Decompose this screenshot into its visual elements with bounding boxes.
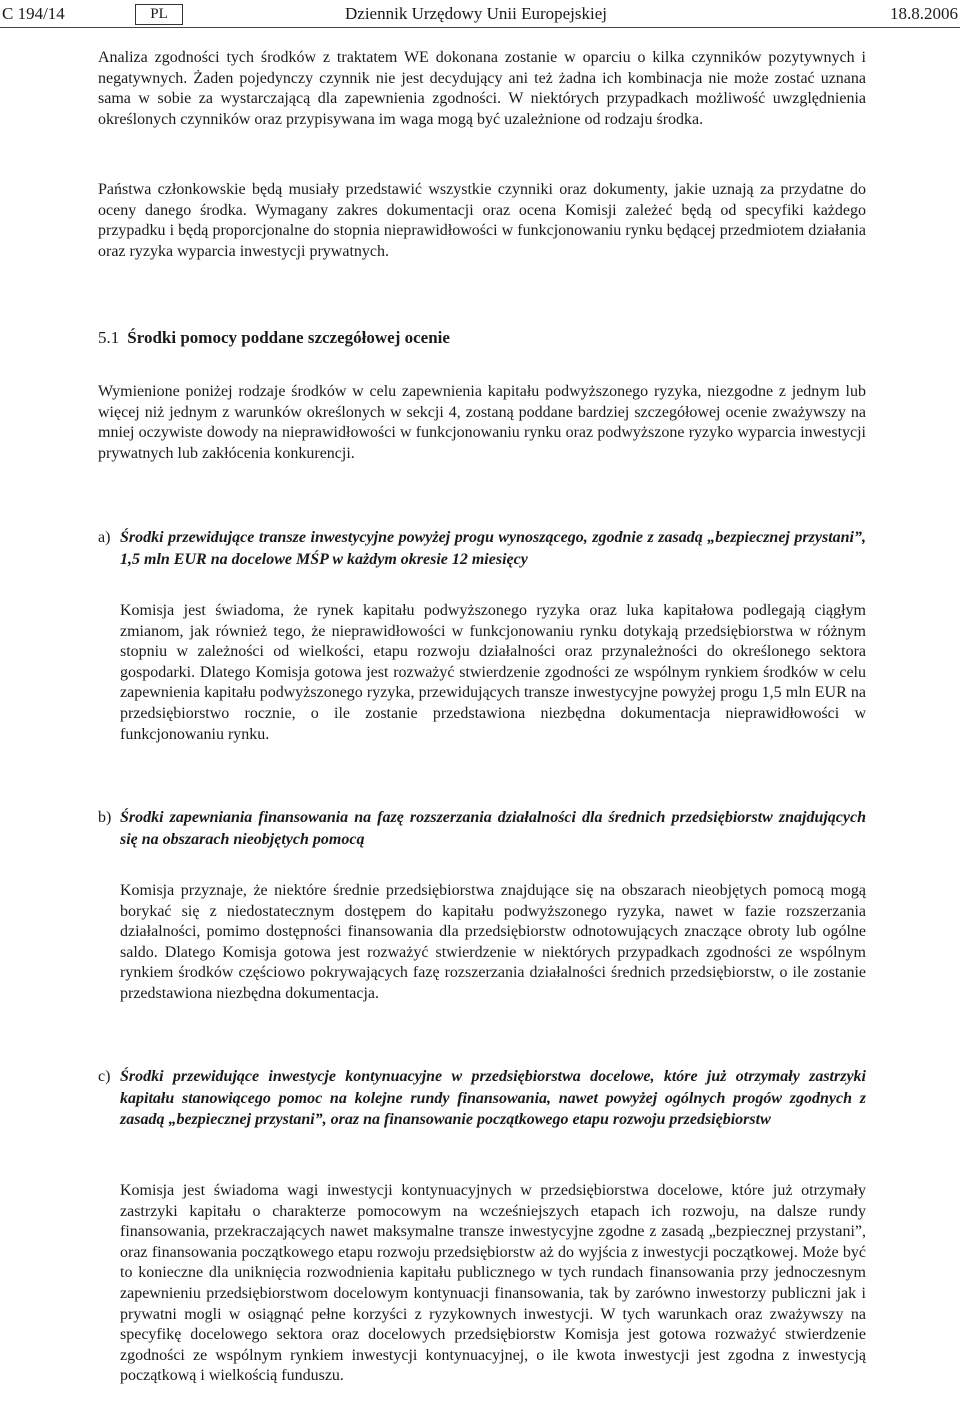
list-item-label: b): [98, 809, 112, 826]
list-item-label: c): [98, 1068, 111, 1085]
list-item-body-b: [120, 881, 866, 1005]
list-item-body-c: [120, 1181, 866, 1387]
list-item-body-a: [120, 601, 866, 745]
page-header: [0, 3, 960, 25]
list-item-heading-a: [98, 527, 866, 570]
paragraph-text: Komisja jest świadoma, że rynek kapitału podwyższonego ryzyka oraz luka kapitałowa podlegają ciągłym zmianom, jak również tego, że nieprawidłowości w funkcjonowaniu rynku dotykają przedsiębiorstwa w różnym stopniu w zależności od wielkości, etapu rozwoju działalności oraz przynależności do określonego sektora gospodarki. Dlatego Komisja gotowa jest rozważyć stwierdzenie zgodności ze wspólnym rynkiem środków w celu zapewnienia kapitału podwyższonego ryzyka, przewidujących transze inwestycyjne powyżej progu 1,5 mln EUR na przedsiębiorstwo rocznie, o ile zostanie przedstawiona niezbędna dokumentacja nieprawidłowości w funkcjonowaniu rynku.: [120, 602, 866, 743]
paragraph-member-states: [98, 180, 866, 262]
paragraph-text: Państwa członkowskie będą musiały przedstawić wszystkie czynniki oraz dokumenty, jakie uznają za przydatne do oceny danego środka. Wymagany zakres dokumentacji oraz ocena Komisji zależeć będą od specyfiki każdego przypadku i będą proporcjonalne do stopnia nieprawidłowości w funkcjonowaniu rynku będącej przedmiotem działania oraz ryzyka wyparcia inwestycji prywatnych.: [98, 181, 866, 260]
publication-date: 18.8.2006: [890, 4, 958, 23]
list-item-heading-b: [98, 807, 866, 850]
paragraph-section-intro: [98, 382, 866, 464]
paragraph-intro: [98, 48, 866, 130]
journal-title: Dziennik Urzędowy Unii Europejskiej: [345, 4, 608, 23]
header-rule: [0, 27, 960, 28]
page-reference: C 194/14: [2, 4, 65, 23]
section-heading: [98, 327, 898, 349]
list-item-title: Środki przewidujące transze inwestycyjne powyżej progu wynoszącego, zgodnie z zasadą „bezpiecznej przystani”, 1,5 mln EUR na docelowe MŚP w każdym okresie 12 miesięcy: [120, 529, 866, 568]
list-item-title: Środki zapewniania finansowania na fazę rozszerzania działalności dla średnich przedsiębiorstw znajdujących się na obszarach nieobjętych pomocą: [120, 809, 866, 848]
list-item-title: Środki przewidujące inwestycje kontynuacyjne w przedsiębiorstwa docelowe, które już otrzymały zastrzyki kapitału stanowiącego pomoc na kolejne rundy finansowania, nawet powyżej ogólnych progów zgodnych z zasadą „bezpiecznej przystani”, oraz na finansowanie początkowego etapu rozwoju przedsiębiorstw: [120, 1068, 866, 1128]
paragraph-text: Komisja jest świadoma wagi inwestycji kontynuacyjnych w przedsiębiorstwa docelowe, które już otrzymały zastrzyki kapitału o charakterze pomocowym na wcześniejszych etapach ich rozwoju, na dalsze rundy finansowania, przekraczających nawet maksymalne transze inwestycyjne zgodne z zasadą „bezpiecznej przystani”, oraz finansowania początkowego etapu rozwoju przedsiębiorstw aż do wyjścia z inwestycji początkowej. Może być to konieczne dla uniknięcia rozwodnienia kapitału publicznego w tych rundach finansowania przy jednoczesnym zapewnieniu przedsiębiorstwom docelowym kontynuacji finansowania, tak by zarówno inwestorzy publiczni jak i prywatni mogli w osiągnąć pełne korzyści z ryzykownych inwestycji. W tych warunkach oraz zważywszy na specyfikę docelowego sektora oraz docelowych przedsiębiorstw Komisja jest gotowa rozważyć stwierdzenie zgodności ze wspólnym rynkiem inwestycji kontynuacyjnej, o ile kwota inwestycji jest zgodna z inwestycją początkową i wielkością funduszu.: [120, 1182, 866, 1385]
paragraph-text: Analiza zgodności tych środków z traktatem WE dokonana zostanie w oparciu o kilka czynników pozytywnych i negatywnych. Żaden pojedynczy czynnik nie jest decydujący ani też żadna ich kombinacja nie może zostać uznana sama w sobie za wystarczającą dla zapewnienia zgodności. W niektórych przypadkach możliwość uwzględnienia określonych czynników oraz przypisywana im waga mogą być uzależnione od rodzaju środka.: [98, 49, 866, 128]
paragraph-text: Wymienione poniżej rodzaje środków w celu zapewnienia kapitału podwyższonego ryzyka, niezgodne z jednym lub więcej niż jednym z warunków określonych w sekcji 4, zostaną poddane bardziej szczegółowej ocenie zważywszy na mniej oczywiste dowody na nieprawidłowości w funkcjonowaniu rynku oraz podwyższone ryzyko wyparcia inwestycji prywatnych lub zakłócenia konkurencji.: [98, 383, 866, 462]
list-item-label: a): [98, 529, 111, 546]
section-number: 5.1: [98, 328, 120, 347]
list-item-heading-c: [98, 1066, 866, 1131]
paragraph-text: Komisja przyznaje, że niektóre średnie przedsiębiorstwa znajdujące się na obszarach nieobjętych pomocą mogą borykać się z niedostatecznym dostępem do kapitału podwyższonego ryzyka, nawet w fazie rozszerzania działalności, pomimo dostępności finansowania dla przedsiębiorstw odnotowujących znaczące obroty lub ogólne saldo. Dlatego Komisja gotowa jest rozważyć stwierdzenie w niektórych przypadkach zgodności ze wspólnym rynkiem środków częściowo pokrywających fazę rozszerzania działalności średnich przedsiębiorstw, o ile zostanie przedstawiona niezbędna dokumentacja.: [120, 882, 866, 1002]
language-code-box: PL: [135, 4, 183, 25]
section-title: Środki pomocy poddane szczegółowej ocenie: [127, 328, 450, 347]
